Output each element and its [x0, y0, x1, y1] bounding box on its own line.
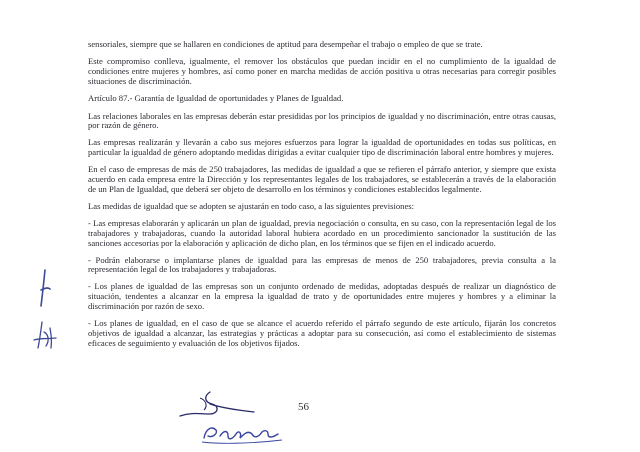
paragraph: sensoriales, siempre que se hallaren en condiciones de aptitud para desempeñar el trabajo o empleo de que se trate.	[88, 39, 483, 49]
paragraph: Las empresas realizarán y llevarán a cabo sus mejores esfuerzos para lograr la igualdad de oportunidades en todas sus políticas, en particular la igualdad de género adoptando medidas dirigidas a evitar cualquier tipo de discriminación laboral entre hombres y mujeres.	[88, 137, 556, 158]
page-number: 56	[298, 401, 309, 413]
list-item: - Las empresas elaborarán y aplicarán un plan de igualdad, previa negociación o consulta, en su caso, con la representación legal de los trabajadores y trabajadoras, cuando la autoridad laboral hubiera acordado en un procedimiento sancionador la sustitución de las sanciones accesorias por la elaboración y aplicación de dicho plan, en los términos que se fijen en el indicado acuerdo.	[88, 217, 556, 248]
paragraph: Este compromiso conlleva, igualmente, el remover los obstáculos que puedan incidir en el no cumplimiento de la igualdad de condiciones entre mujeres y hombres, así como poner en marcha medidas de acción positiva u otras necesarias para corregir posibles situaciones de discriminación.	[88, 55, 556, 86]
paragraph: Las medidas de igualdad que se adopten se ajustarán en todo caso, a las siguientes previsiones:	[88, 200, 414, 211]
signature-scribble	[170, 388, 260, 422]
paragraph: En el caso de empresas de más de 250 trabajadores, las medidas de igualdad a que se refieren el párrafo anterior, y siempre que exista acuerdo en cada empresa entre la Dirección y los representantes legales de los trabajadores, se establecerán a través de la elaboración de un Plan de Igualdad, que deberá ser objeto de desarrollo en los términos y condiciones establecidos legalmente.	[88, 164, 556, 194]
body-text	[88, 40, 556, 356]
list-item: - Los planes de igualdad de las empresas son un conjunto ordenado de medidas, adoptadas después de realizar un diagnóstico de situación, tendentes a alcanzar en la empresa la igualdad de trato y de oportunidades entre mujeres y hombres y a eliminar la discriminación por razón de sexo.	[88, 281, 556, 312]
handwritten-signature	[198, 420, 288, 448]
margin-signature-mark	[30, 318, 60, 352]
article-heading: Artículo 87.- Garantía de Igualdad de oportunidades y Planes de Igualdad.	[88, 92, 344, 103]
margin-initial-mark	[36, 268, 52, 310]
list-item: - Podrán elaborarse o implantarse planes de igualdad para las empresas de menos de 250 trabajadores, previa consulta a la representación legal de los trabajadores y trabajadoras.	[88, 254, 556, 275]
paragraph: Las relaciones laborales en las empresas deberán estar presididas por los principios de igualdad y no discriminación, entre otras causas, por razón de género.	[88, 110, 556, 131]
list-item: - Los planes de igualdad, en el caso de que se alcance el acuerdo referido el párrafo segundo de este artículo, fijarán los concretos objetivos de igualdad a alcanzar, las estrategias y prácticas a adoptar para su consecución, así como el establecimiento de sistemas eficaces de seguimiento y evaluación de los objetivos fijados.	[88, 318, 556, 348]
